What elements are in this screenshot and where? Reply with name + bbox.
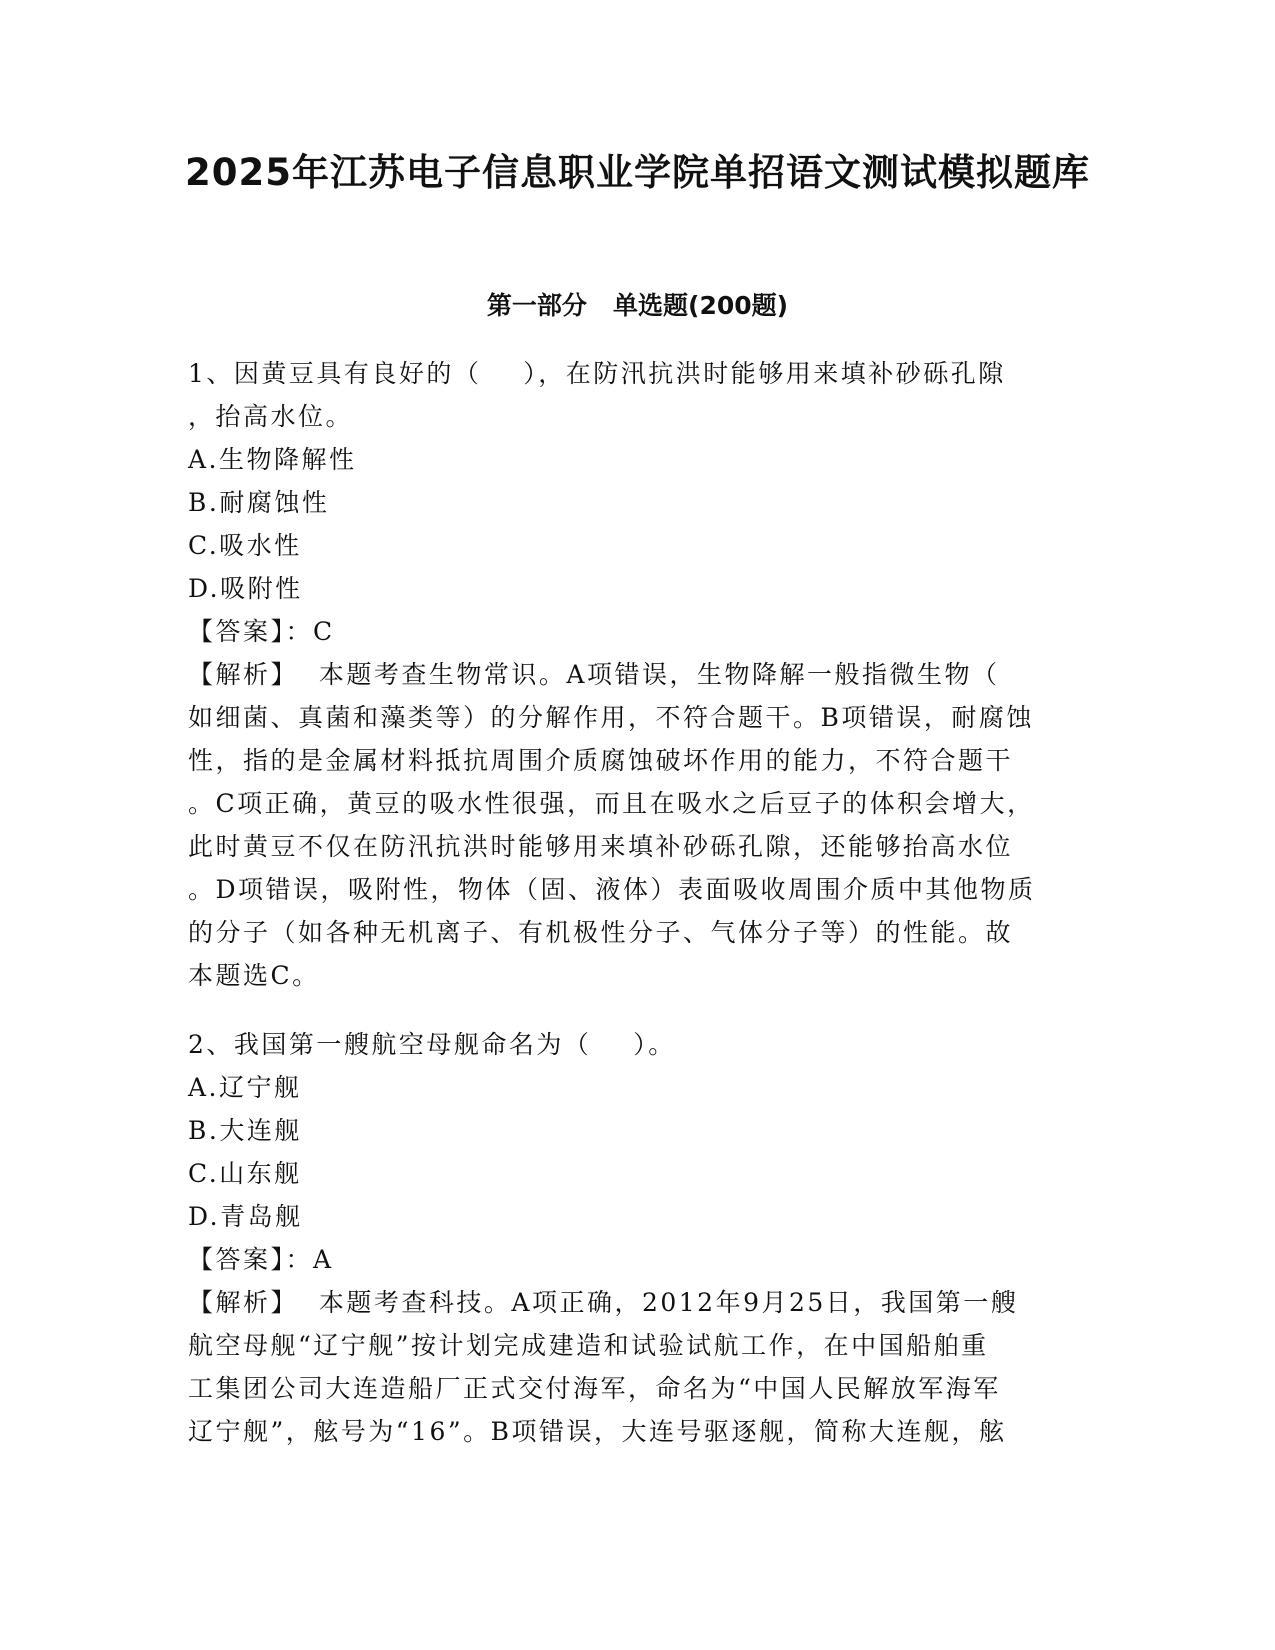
analysis-line: 性，指的是金属材料抵抗周围介质腐蚀破坏作用的能力，不符合题干 <box>188 746 1014 775</box>
question-stem-line: 1、因黄豆具有良好的（ ），在防汛抗洪时能够用来填补砂砾孔隙 <box>188 359 1006 388</box>
analysis-line: 【解析】 本题考查科技。A项正确，2012年9月25日，我国第一艘 <box>188 1288 1019 1317</box>
question-list <box>188 352 1088 1453</box>
option-a: A.生物降解性 <box>188 445 357 474</box>
analysis-line: 的分子（如各种无机离子、有机极性分子、气体分子等）的性能。故 <box>188 918 1014 947</box>
option-d: D.吸附性 <box>188 574 303 603</box>
analysis-line: 【解析】 本题考查生物常识。A项错误，生物降解一般指微生物（ <box>188 660 1000 689</box>
option-c: C.吸水性 <box>188 531 302 560</box>
answer-line: 【答案】：A <box>188 1245 334 1274</box>
question-spacer <box>188 997 1088 1023</box>
analysis-line: 。C项正确，黄豆的吸水性很强，而且在吸水之后豆子的体积会增大， <box>188 789 1035 818</box>
question-stem-line: 2、我国第一艘航空母舰命名为（ ）。 <box>188 1030 676 1059</box>
analysis-line: 辽宁舰”，舷号为“16”。B项错误，大连号驱逐舰，简称大连舰，舷 <box>188 1417 1007 1446</box>
answer-line: 【答案】：C <box>188 617 335 646</box>
analysis-line: 工集团公司大连造船厂正式交付海军，命名为“中国人民解放军海军 <box>188 1374 1001 1403</box>
analysis-line: 如细菌、真菌和藻类等）的分解作用，不符合题干。B项错误，耐腐蚀 <box>188 703 1034 732</box>
option-d: D.青岛舰 <box>188 1202 303 1231</box>
document-title: 2025年江苏电子信息职业学院单招语文测试模拟题库 <box>185 151 1090 194</box>
option-b: B.耐腐蚀性 <box>188 488 330 517</box>
question-2 <box>188 1023 1088 1453</box>
option-a: A.辽宁舰 <box>188 1073 302 1102</box>
analysis-line: 。D项错误，吸附性，物体（固、液体）表面吸收周围介质中其他物质 <box>188 875 1036 904</box>
question-1 <box>188 352 1088 997</box>
analysis-line: 航空母舰“辽宁舰”按计划完成建造和试验试航工作，在中国船舶重 <box>188 1331 989 1360</box>
question-stem-line: ，抬高水位。 <box>188 402 354 431</box>
option-b: B.大连舰 <box>188 1116 302 1145</box>
section-title: 第一部分 单选题(200题) <box>486 291 789 320</box>
analysis-line: 本题选C。 <box>188 961 320 990</box>
analysis-line: 此时黄豆不仅在防汛抗洪时能够用来填补砂砾孔隙，还能够抬高水位 <box>188 832 1014 861</box>
option-c: C.山东舰 <box>188 1159 302 1188</box>
